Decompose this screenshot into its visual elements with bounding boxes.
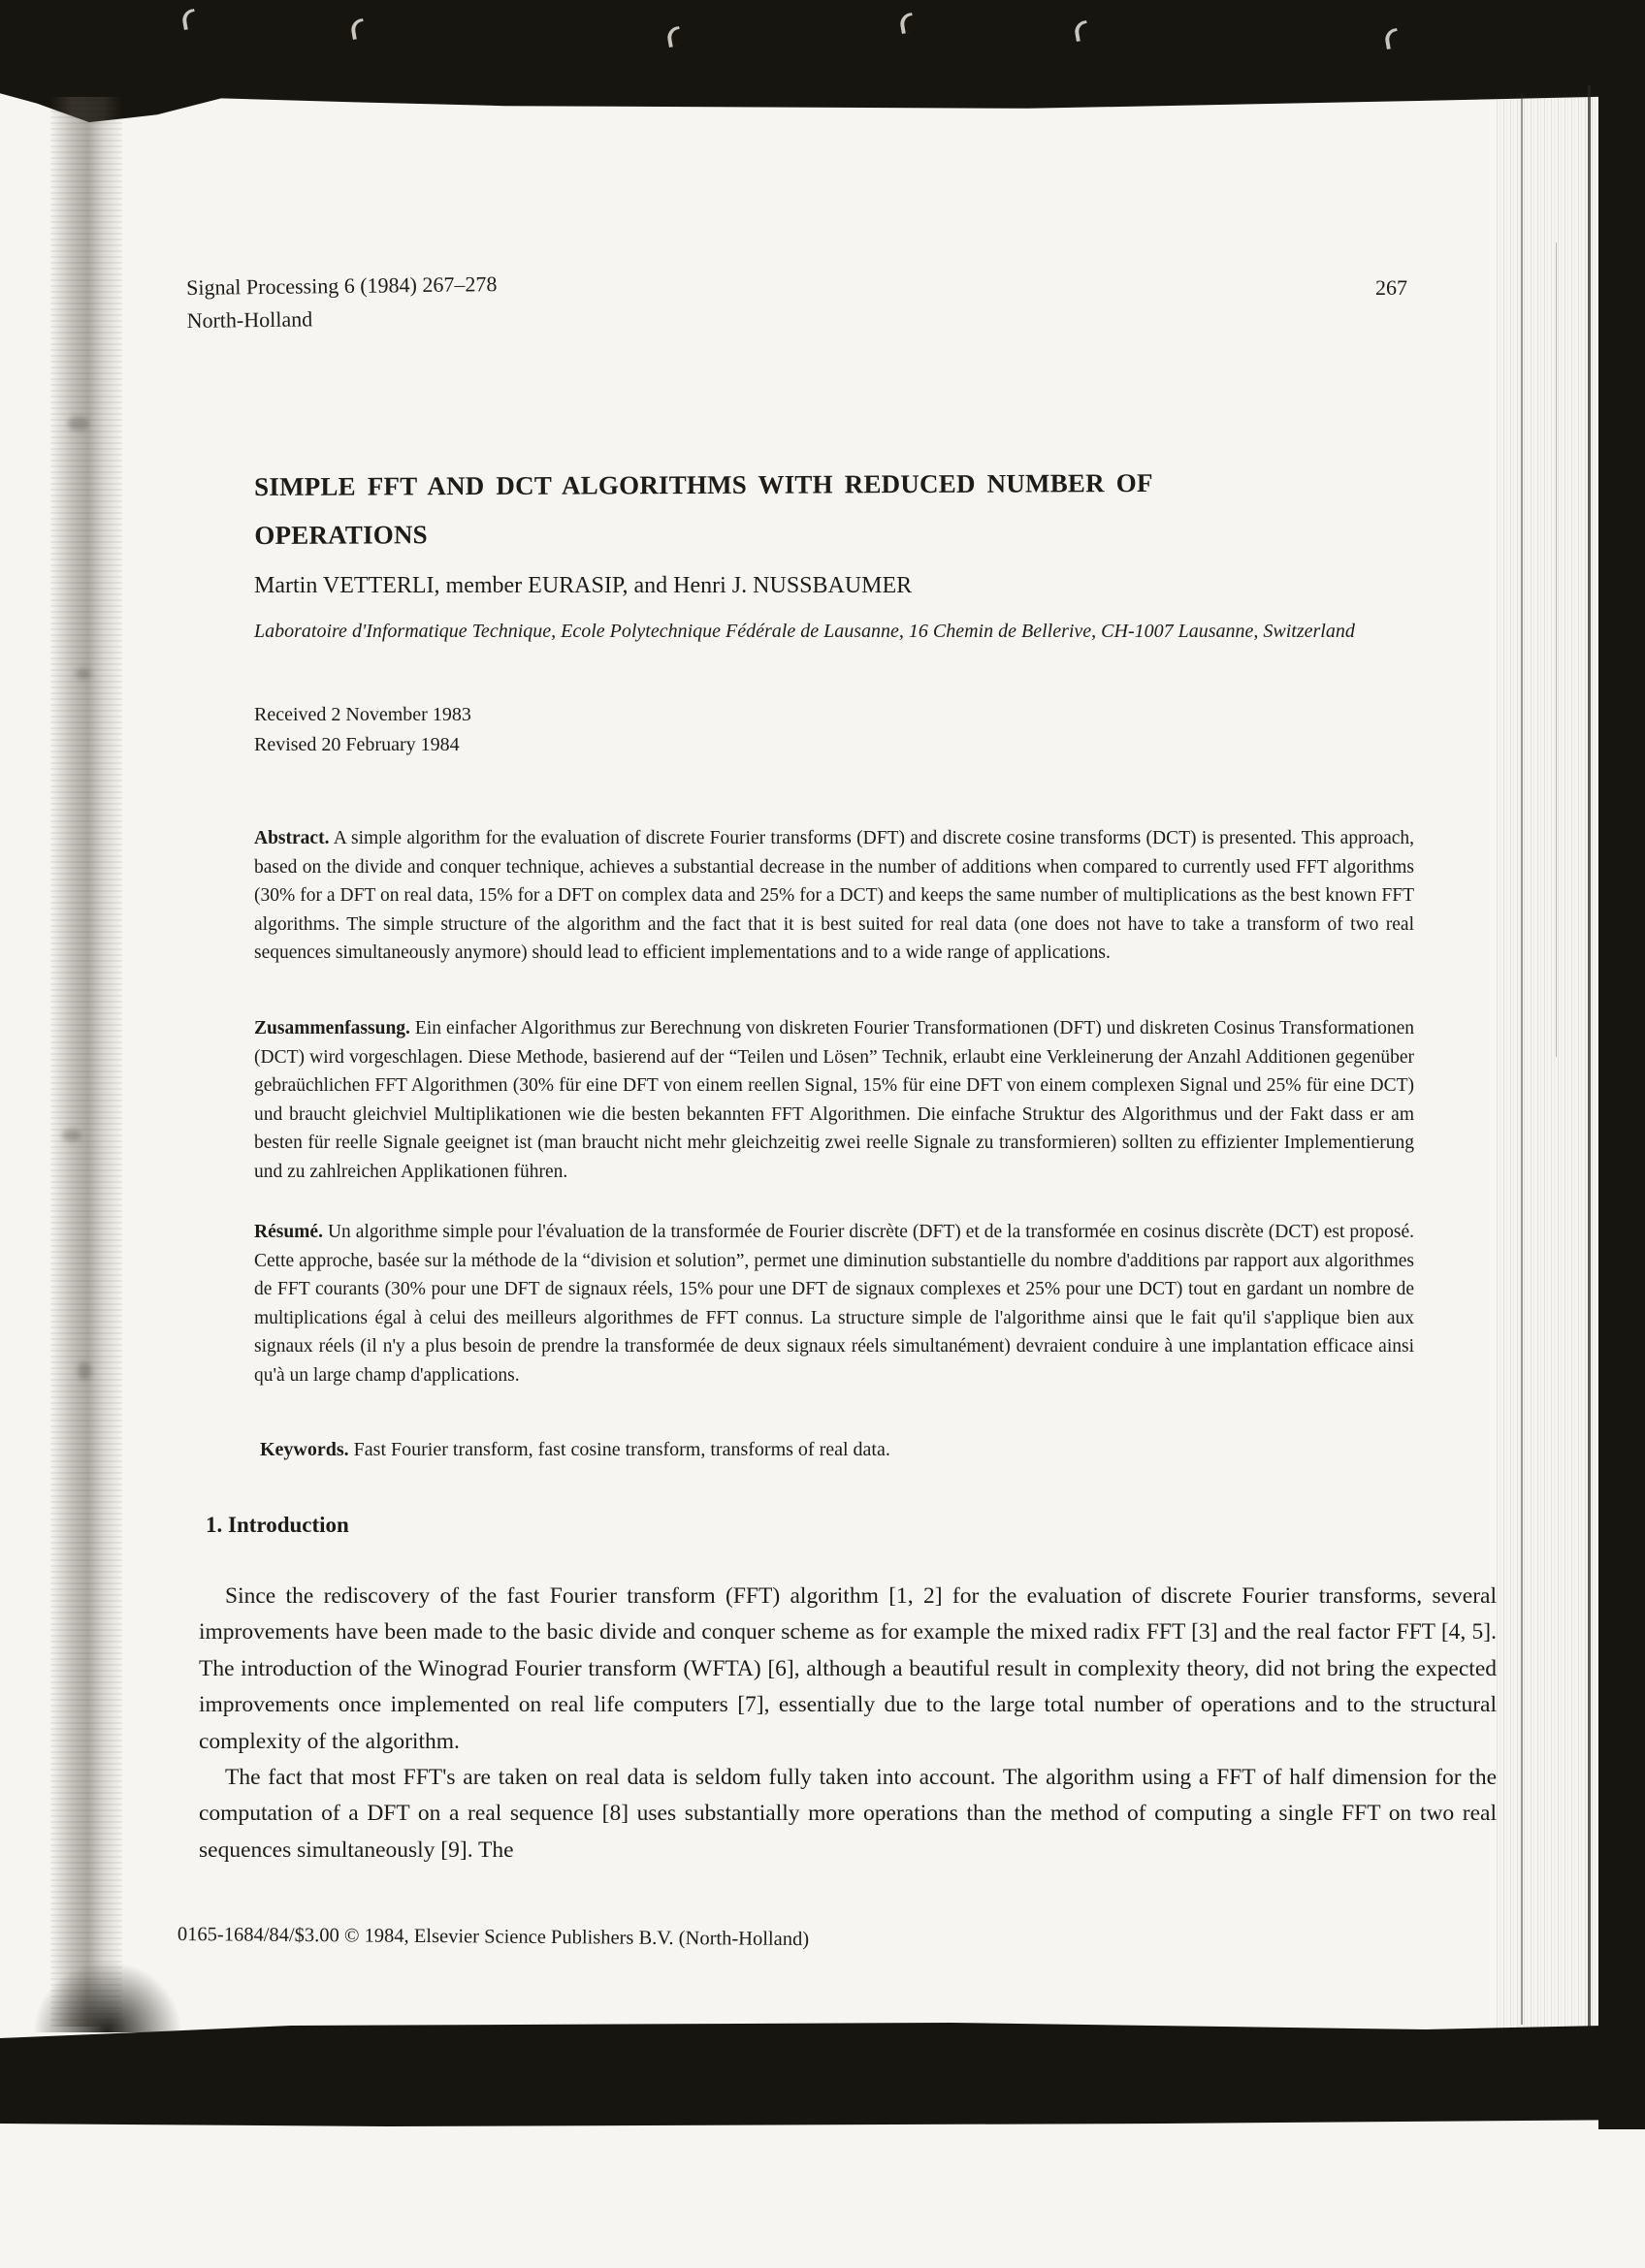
scan-smudge — [76, 669, 91, 679]
resume-section — [254, 1218, 1414, 1390]
keywords-label: Keywords. — [260, 1439, 349, 1460]
page-tab-mark — [180, 9, 197, 30]
page-edge-line — [1521, 93, 1523, 2025]
affiliation-line: Laboratoire d'Informatique Technique, Ecole Polytechnique Fédérale de Lausanne, 16 Chemin de Bellerive, CH-1007 Lausanne, Switzerland — [254, 621, 1355, 642]
resume-label: Résumé. — [254, 1222, 323, 1242]
keywords-line — [260, 1439, 890, 1461]
zusammenfassung-section — [254, 1014, 1414, 1186]
abstract-label: Abstract. — [254, 828, 330, 848]
abstract-text: A simple algorithm for the evaluation of discrete Fourier transforms (DFT) and discrete cosine transforms (DCT) is presented. This approach, based on the divide and conquer technique, achieves a substantial decrease in the number of additions when compared to currently used FFT algorithms (30% for a DFT on real data, 15% for a DFT on complex data and 25% for a DCT) and keeps the same number of multiplications as the best known FFT algorithms. The simple structure of the algorithm and the fact that it is best suited for real data (one does not have to take a transform of two real sequences simultaneously anymore) should lead to efficient implementations and to a wide range of applications. — [254, 828, 1414, 963]
scan-top-band — [0, 0, 1645, 126]
abstract-section — [254, 824, 1414, 968]
page-tab-mark — [665, 26, 682, 48]
introduction-body — [199, 1579, 1497, 1869]
zusammenfassung-text: Ein einfacher Algorithmus zur Berechnung von diskreten Fourier Transformationen (DFT) und diskreten Cosinus Transformationen (DCT) wird vorgeschlagen. Diese Methode, basierend auf der “Teilen und Lösen” Technik, erlaubt eine Verkleinerung der Anzahl Additionen gegenüber gebraüchlichen FFT Algorithmen (30% für eine DFT von einem reellen Signal, 15% für eine DFT von einem complexen Signal und 25% für eine DCT) und braucht gleichviel Multiplikationen wie die besten bekannten FFT Algorithmen. Die einfache Struktur des Algorithmus und der Fakt dass er am besten für reelle Signale geeignet ist (man braucht nicht mehr gleichzeitig zwei reelle Signale zu transformieren) sollten zu effizienter Implementierung und zu zahlreichen Applikationen führen. — [254, 1018, 1414, 1182]
page-edge-texture — [1497, 93, 1599, 2028]
page-number: 267 — [1375, 275, 1407, 300]
scan-right-band — [1598, 0, 1645, 2129]
journal-citation-line: Signal Processing 6 (1984) 267–278 — [186, 272, 498, 300]
received-date: Received 2 November 1983 — [254, 704, 471, 725]
resume-text: Un algorithme simple pour l'évaluation de la transformée de Fourier discrète (DFT) et de la transformée en cosinus discrète (DCT) est proposé. Cette approche, basée sur la méthode de la “division et solution”, permet une diminution substantielle du nombre d'additions par rapport aux algorithmes de FFT courants (30% pour une DFT de signaux réels, 15% pour une DFT de signaux complexes et 25% pour une DCT) tout en gardant un nombre de multiplications égal à celui des meilleurs algorithmes de FFT connus. La structure simple de l'algorithme ainsi que le fait qu'il s'applique bien aux signaux réels (il n'y a plus besoin de prendre la transformée de deux signaux réels simultanément) devraient conduire à une implantation efficace ainsi qu'à un large champ d'applications. — [254, 1222, 1414, 1386]
page-tab-mark — [898, 13, 915, 34]
section-heading-introduction: 1. Introduction — [206, 1513, 349, 1537]
revised-date: Revised 20 February 1984 — [254, 734, 460, 755]
introduction-paragraph-1: Since the rediscovery of the fast Fourier transform (FFT) algorithm [1, 2] for the evaluation of discrete Fourier transforms, several improvements have been made to the basic divide and conquer scheme as for example the mixed radix FFT [3] and the real factor FFT [4, 5]. The introduction of the Winograd Fourier transform (WFTA) [6], although a beautiful result in complexity theory, did not bring the expected improvements once implemented on real life computers [7], essentially due to the large total number of operations and to the structural complexity of the algorithm. — [199, 1583, 1497, 1754]
page-edge-line — [1556, 242, 1557, 1057]
authors-line: Martin VETTERLI, member EURASIP, and Henri J. NUSSBAUMER — [254, 573, 913, 598]
scan-smudge — [62, 1130, 81, 1141]
page-tab-mark — [349, 18, 366, 40]
scan-smudge — [78, 1362, 91, 1380]
page-tab-mark — [1383, 28, 1400, 49]
scan-bottom-band — [0, 2023, 1645, 2127]
journal-publisher-line: North-Holland — [186, 306, 313, 333]
page-tab-mark — [1073, 20, 1089, 42]
gutter-shadow-flare — [35, 1963, 180, 2032]
journal-header — [186, 268, 498, 337]
zusammenfassung-label: Zusammenfassung. — [254, 1018, 410, 1038]
page-edge-line — [1588, 85, 1591, 2027]
scan-edge-nub — [0, 2069, 14, 2098]
paper-title: SIMPLE FFT AND DCT ALGORITHMS WITH REDUCED NUMBER OF OPERATIONS — [254, 467, 1152, 550]
copyright-footer: 0165-1684/84/$3.00 © 1984, Elsevier Science Publishers B.V. (North-Holland) — [177, 1924, 810, 1951]
keywords-text: Fast Fourier transform, fast cosine transform, transforms of real data. — [353, 1439, 890, 1460]
introduction-paragraph-2: The fact that most FFT's are taken on real data is seldom fully taken into account. The algorithm using a FFT of half dimension for the computation of a DFT on a real sequence [8] uses substantially more operations than the method of computing a single FFT on two real sequences simultaneously [9]. The — [199, 1765, 1497, 1863]
book-gutter-shadow — [50, 97, 122, 2027]
scan-smudge — [68, 417, 89, 431]
